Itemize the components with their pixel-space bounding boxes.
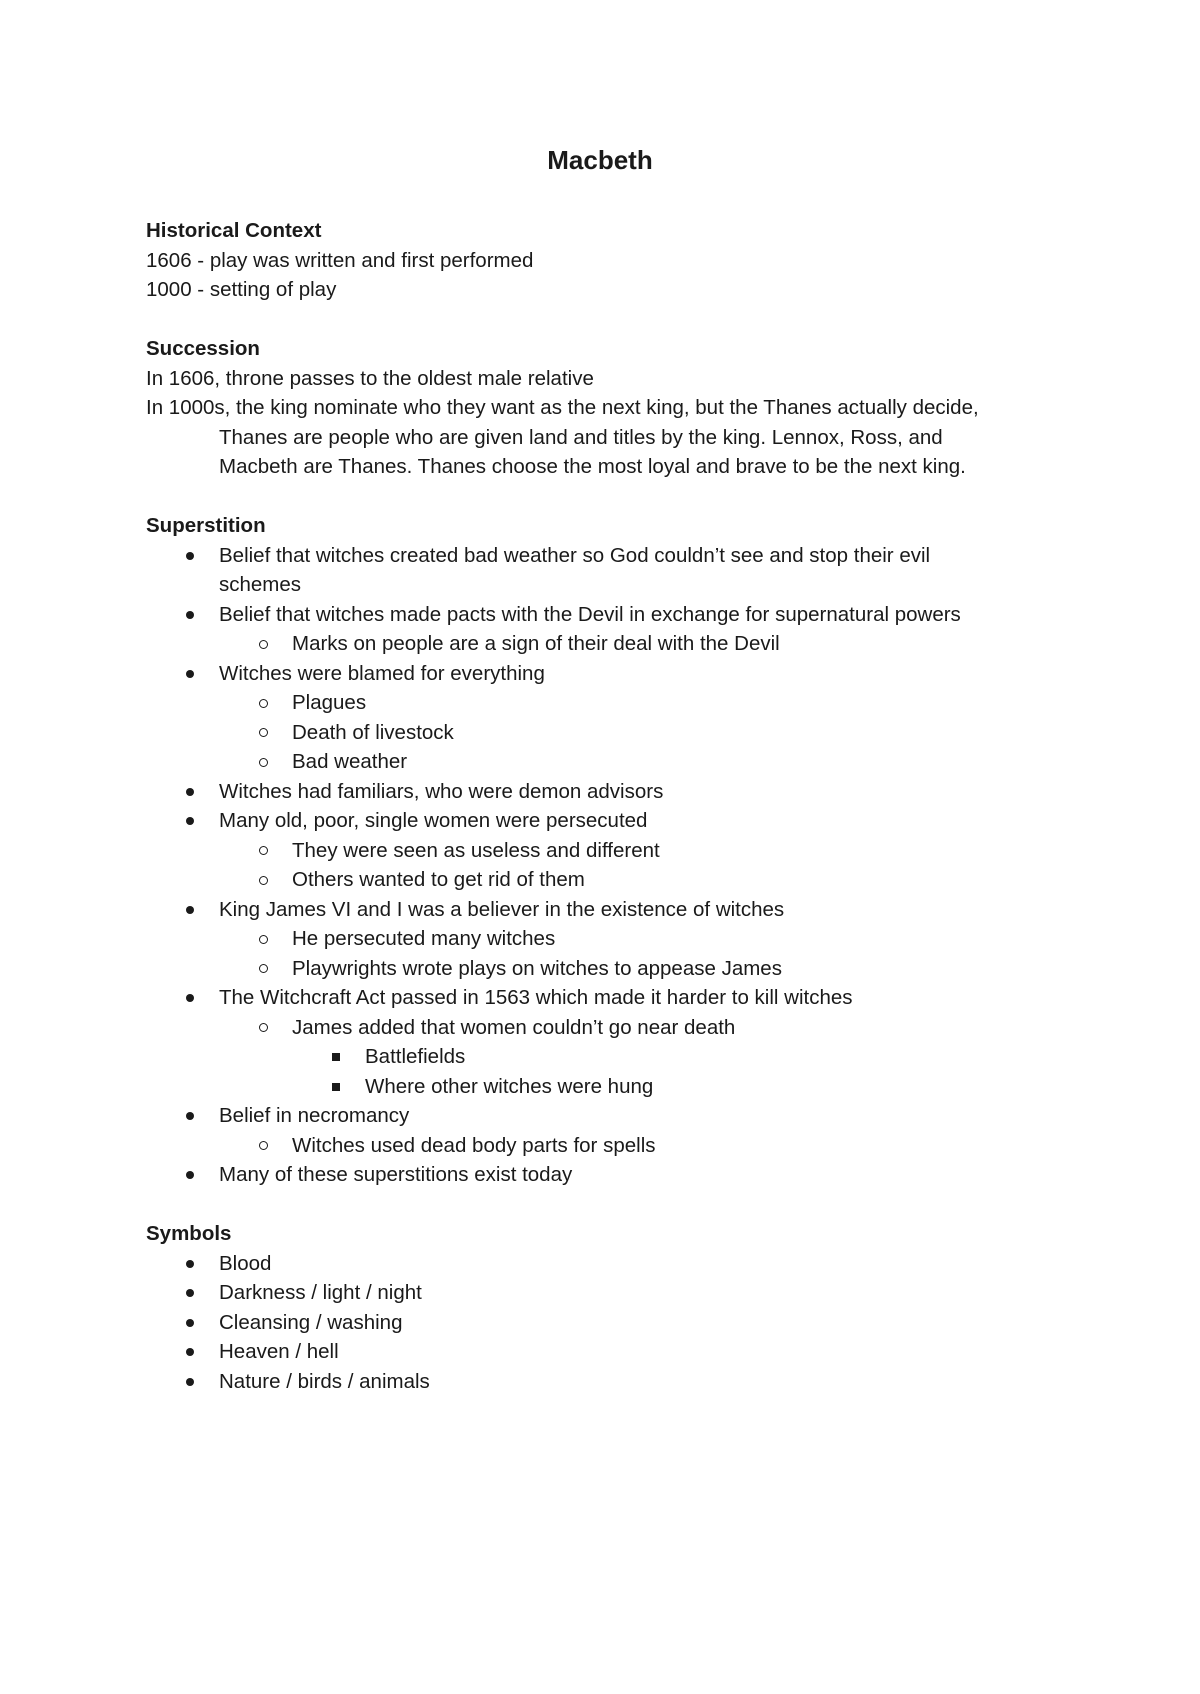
bullet-circle-icon <box>253 718 273 748</box>
bullet-circle-icon <box>253 865 273 895</box>
bullet-dot-icon <box>180 1101 200 1131</box>
bullet-dot-icon <box>180 659 200 689</box>
list-item: Cleansing / washing <box>146 1308 1086 1338</box>
list-item: Witches were blamed for everything <box>146 659 1086 689</box>
bullet-dot-icon <box>180 806 200 836</box>
superstition-heading: Superstition <box>146 514 266 537</box>
bullet-circle-icon <box>253 1013 273 1043</box>
list-item: Darkness / light / night <box>146 1278 1086 1308</box>
historical-context-section <box>146 216 1086 305</box>
list-item: Belief in necromancy <box>146 1101 1086 1131</box>
list-item: Heaven / hell <box>146 1337 1086 1367</box>
list-item: Others wanted to get rid of them <box>146 865 1086 895</box>
list-item: Bad weather <box>146 747 1086 777</box>
bullet-dot-icon <box>180 1308 200 1338</box>
symbols-list <box>146 1249 1086 1397</box>
succession-line: In 1000s, the king nominate who they want as the next king, but the Thanes actually decide, <box>146 396 979 419</box>
list-item: He persecuted many witches <box>146 924 1086 954</box>
succession-line-continued: Macbeth are Thanes. Thanes choose the most loyal and brave to be the next king. <box>219 455 966 478</box>
bullet-square-icon <box>326 1042 346 1072</box>
bullet-circle-icon <box>253 629 273 659</box>
list-item: Many of these superstitions exist today <box>146 1160 1086 1190</box>
bullet-circle-icon <box>253 924 273 954</box>
symbols-section <box>146 1219 1086 1396</box>
succession-section <box>146 334 1086 482</box>
symbols-heading: Symbols <box>146 1222 232 1245</box>
bullet-dot-icon <box>180 1249 200 1279</box>
list-item-continued: schemes <box>219 573 302 596</box>
list-item: Belief that witches made pacts with the Devil in exchange for supernatural powers <box>146 600 1086 630</box>
bullet-circle-icon <box>253 836 273 866</box>
bullet-dot-icon <box>180 983 200 1013</box>
list-item: Belief that witches created bad weather so God couldn’t see and stop their evil <box>146 541 1086 571</box>
bullet-circle-icon <box>253 747 273 777</box>
list-item: Plagues <box>146 688 1086 718</box>
list-item: The Witchcraft Act passed in 1563 which made it harder to kill witches <box>146 983 1086 1013</box>
document-body <box>146 216 1086 1396</box>
list-item: Nature / birds / animals <box>146 1367 1086 1397</box>
bullet-dot-icon <box>180 1367 200 1397</box>
bullet-dot-icon <box>180 1278 200 1308</box>
bullet-dot-icon <box>180 1337 200 1367</box>
superstition-section <box>146 511 1086 1190</box>
superstition-list <box>146 541 1086 1190</box>
list-item: Playwrights wrote plays on witches to appease James <box>146 954 1086 984</box>
context-line: 1000 - setting of play <box>146 278 337 301</box>
bullet-dot-icon <box>180 1160 200 1190</box>
bullet-circle-icon <box>253 1131 273 1161</box>
bullet-square-icon <box>326 1072 346 1102</box>
list-item: Many old, poor, single women were persecuted <box>146 806 1086 836</box>
bullet-dot-icon <box>180 895 200 925</box>
bullet-circle-icon <box>253 688 273 718</box>
list-item: Witches had familiars, who were demon advisors <box>146 777 1086 807</box>
succession-line-continued: Thanes are people who are given land and titles by the king. Lennox, Ross, and <box>219 425 943 449</box>
bullet-dot-icon <box>180 541 200 571</box>
bullet-dot-icon <box>180 600 200 630</box>
list-item: They were seen as useless and different <box>146 836 1086 866</box>
list-item: Blood <box>146 1249 1086 1279</box>
list-item: Marks on people are a sign of their deal with the Devil <box>146 629 1086 659</box>
bullet-dot-icon <box>180 777 200 807</box>
bullet-circle-icon <box>253 954 273 984</box>
list-item: Where other witches were hung <box>146 1072 1086 1102</box>
historical-context-heading: Historical Context <box>146 219 322 242</box>
list-item: Witches used dead body parts for spells <box>146 1131 1086 1161</box>
succession-heading: Succession <box>146 337 260 360</box>
page-title: Macbeth <box>547 145 653 175</box>
context-line: 1606 - play was written and first performed <box>146 248 534 272</box>
list-item: Death of livestock <box>146 718 1086 748</box>
succession-line: In 1606, throne passes to the oldest male relative <box>146 366 594 390</box>
list-item: James added that women couldn’t go near death <box>146 1013 1086 1043</box>
list-item: King James VI and I was a believer in the existence of witches <box>146 895 1086 925</box>
list-item: Battlefields <box>146 1042 1086 1072</box>
